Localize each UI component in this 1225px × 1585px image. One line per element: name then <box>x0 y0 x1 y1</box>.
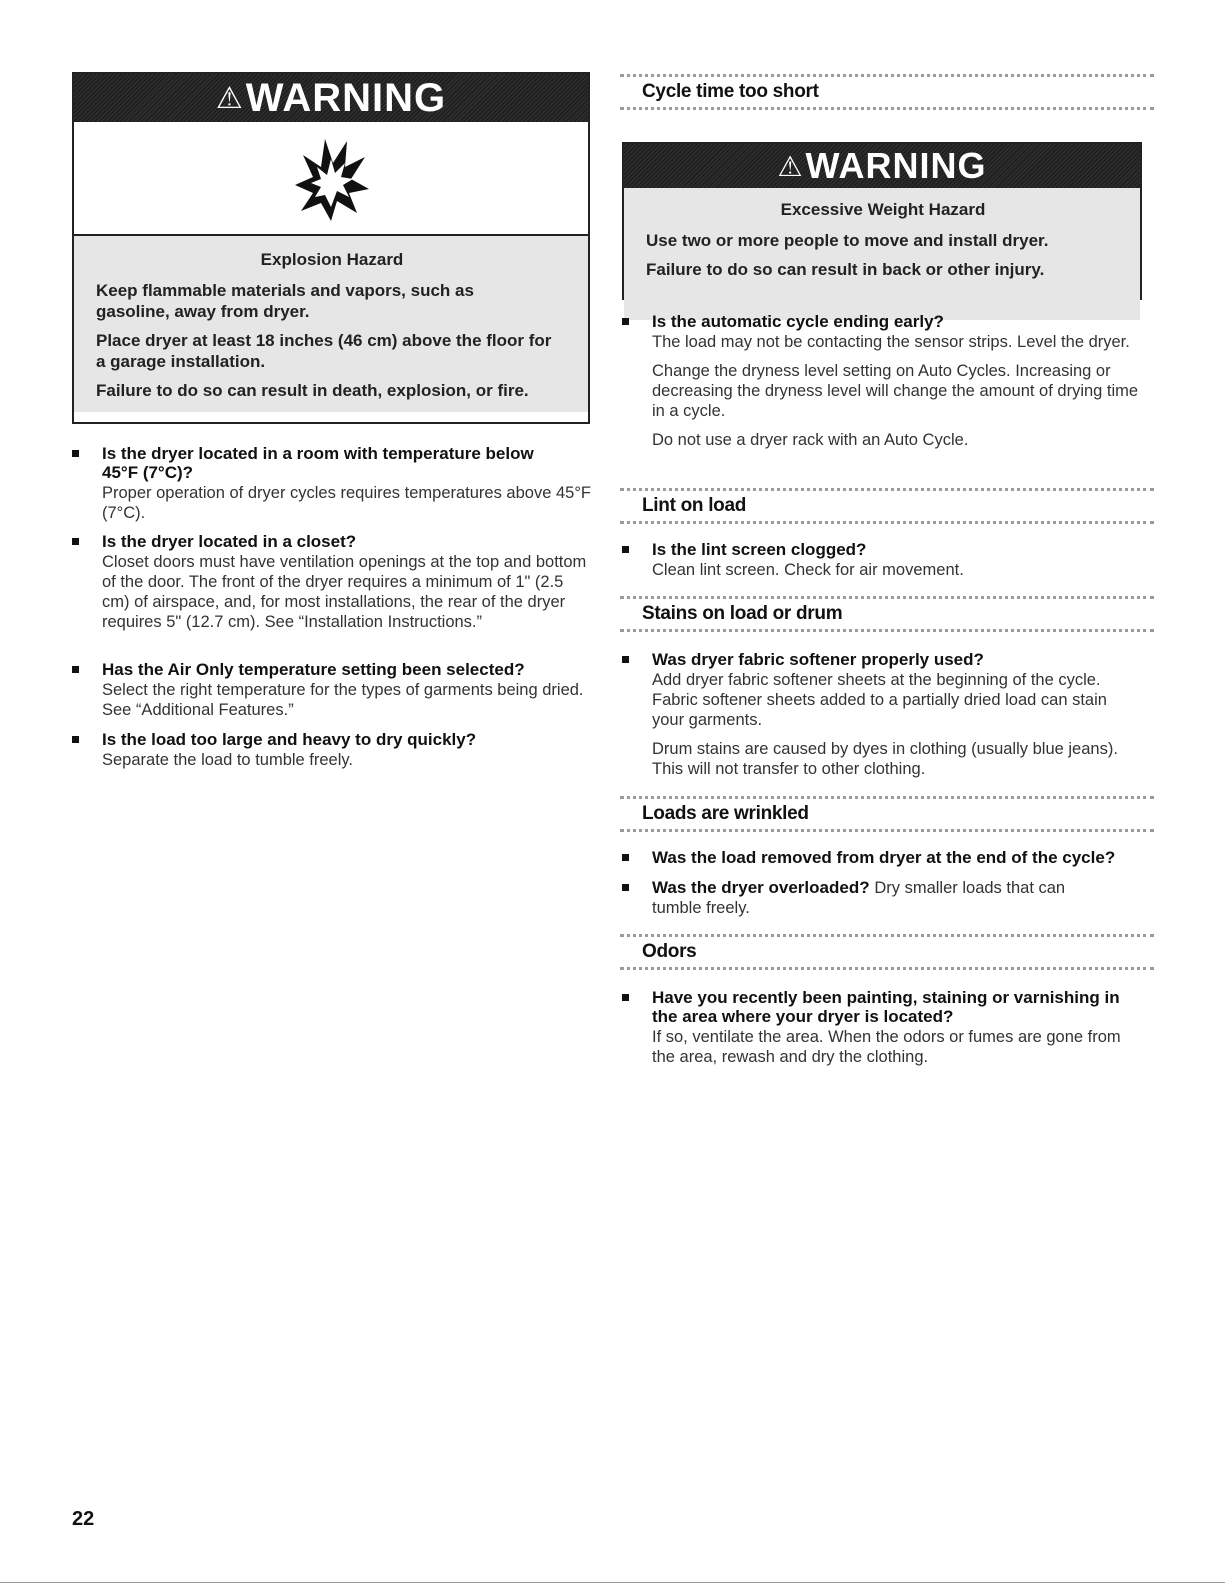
question: Have you recently been painting, staining or varnishing in the area where your dryer is located? <box>652 988 1120 1026</box>
answer: Add dryer fabric softener sheets at the beginning of the cycle. Fabric softener sheets added to a partially dried load can stain your garments. <box>652 671 1107 729</box>
list-item <box>72 660 592 720</box>
answer: Proper operation of dryer cycles requires temperatures above 45°F (7°C). <box>102 484 592 522</box>
bullet-icon <box>622 656 629 663</box>
answer: Clean lint screen. Check for air movement. <box>652 561 964 579</box>
list-item <box>622 878 1142 918</box>
bullet-icon <box>622 884 629 891</box>
list-item <box>622 988 1142 1067</box>
list-item <box>72 444 592 523</box>
warning-banner-text: WARNING <box>805 145 987 186</box>
answer: Do not use a dryer rack with an Auto Cycle. <box>652 431 969 449</box>
question: Has the Air Only temperature setting been selected? <box>102 660 525 679</box>
section-heading-stains: Stains on load or drum <box>620 596 1154 632</box>
bullet-icon <box>622 994 629 1001</box>
warning-line: Failure to do so can result in back or other injury. <box>646 260 1045 279</box>
answer: Drum stains are caused by dyes in clothing (usually blue jeans). This will not transfer to other clothing. <box>652 740 1118 778</box>
hazard-title: Explosion Hazard <box>260 250 404 269</box>
bullet-icon <box>72 450 79 457</box>
list-item <box>622 540 1142 580</box>
warning-banner <box>624 144 1140 188</box>
warning-triangle-icon: ⚠ <box>777 150 804 182</box>
warning-line: Keep flammable materials and vapors, such as gasoline, away from dryer. <box>96 281 474 321</box>
question-text: Was the dryer overloaded? <box>652 878 870 897</box>
question: Is the lint screen clogged? <box>652 540 867 559</box>
bottom-rule <box>0 1582 1225 1583</box>
inline-answer: Dry smaller loads that can tumble freely. <box>652 879 1066 917</box>
list-item <box>622 650 1142 779</box>
warning-banner-text: WARNING <box>245 75 447 120</box>
warning-content <box>624 188 1140 320</box>
list-item <box>72 730 592 770</box>
warning-line: Use two or more people to move and install dryer. <box>646 231 1049 250</box>
list-item <box>72 532 592 632</box>
question: Is the dryer located in a room with temperature below 45°F (7°C)? <box>102 444 534 482</box>
bullet-icon <box>622 854 629 861</box>
question: Is the load too large and heavy to dry quickly? <box>102 730 477 749</box>
bullet-icon <box>72 736 79 743</box>
bullet-icon <box>622 546 629 553</box>
section-heading-wrinkled: Loads are wrinkled <box>620 796 1154 832</box>
question <box>652 878 1092 918</box>
answer: Closet doors must have ventilation openings at the top and bottom of the door. The front of the dryer requires a minimum of 1" (2.5 cm) of airspace, and, for most installations, the rear of the dryer requires 5" (12.7 cm). See “Installation Instructions.” <box>102 553 587 631</box>
section-heading-lint: Lint on load <box>620 488 1154 524</box>
warning-line: Place dryer at least 18 inches (46 cm) above the floor for a garage installation. <box>96 331 552 371</box>
warning-triangle-icon: ⚠ <box>215 81 244 115</box>
answer: Separate the load to tumble freely. <box>102 751 354 769</box>
list-item <box>622 312 1142 450</box>
warning-banner <box>74 74 588 122</box>
bullet-icon <box>622 318 629 325</box>
answer: Select the right temperature for the types of garments being dried. See “Additional Features.” <box>102 681 584 719</box>
section-heading-cycle-time: Cycle time too short <box>620 74 1154 110</box>
bullet-icon <box>72 666 79 673</box>
list-item <box>622 848 1152 867</box>
weight-warning-box <box>622 142 1142 300</box>
hazard-title: Excessive Weight Hazard <box>780 200 986 219</box>
question: Was dryer fabric softener properly used? <box>652 650 984 669</box>
explosion-warning-box <box>72 72 590 424</box>
explosion-icon <box>291 133 371 223</box>
warning-line: Failure to do so can result in death, explosion, or fire. <box>96 381 529 400</box>
explosion-icon-area <box>74 122 588 236</box>
answer: The load may not be contacting the sensor strips. Level the dryer. <box>652 333 1130 351</box>
warning-content <box>74 236 588 412</box>
answer: If so, ventilate the area. When the odors or fumes are gone from the area, rewash and dry the clothing. <box>652 1028 1121 1066</box>
answer: Change the dryness level setting on Auto Cycles. Increasing or decreasing the dryness level will change the amount of drying time in a cycle. <box>652 362 1139 420</box>
question: Is the automatic cycle ending early? <box>652 312 944 331</box>
section-heading-odors: Odors <box>620 934 1154 970</box>
question: Is the dryer located in a closet? <box>102 532 357 551</box>
bullet-icon <box>72 538 79 545</box>
question: Was the load removed from dryer at the end of the cycle? <box>652 848 1116 867</box>
page-number: 22 <box>72 1508 95 1530</box>
